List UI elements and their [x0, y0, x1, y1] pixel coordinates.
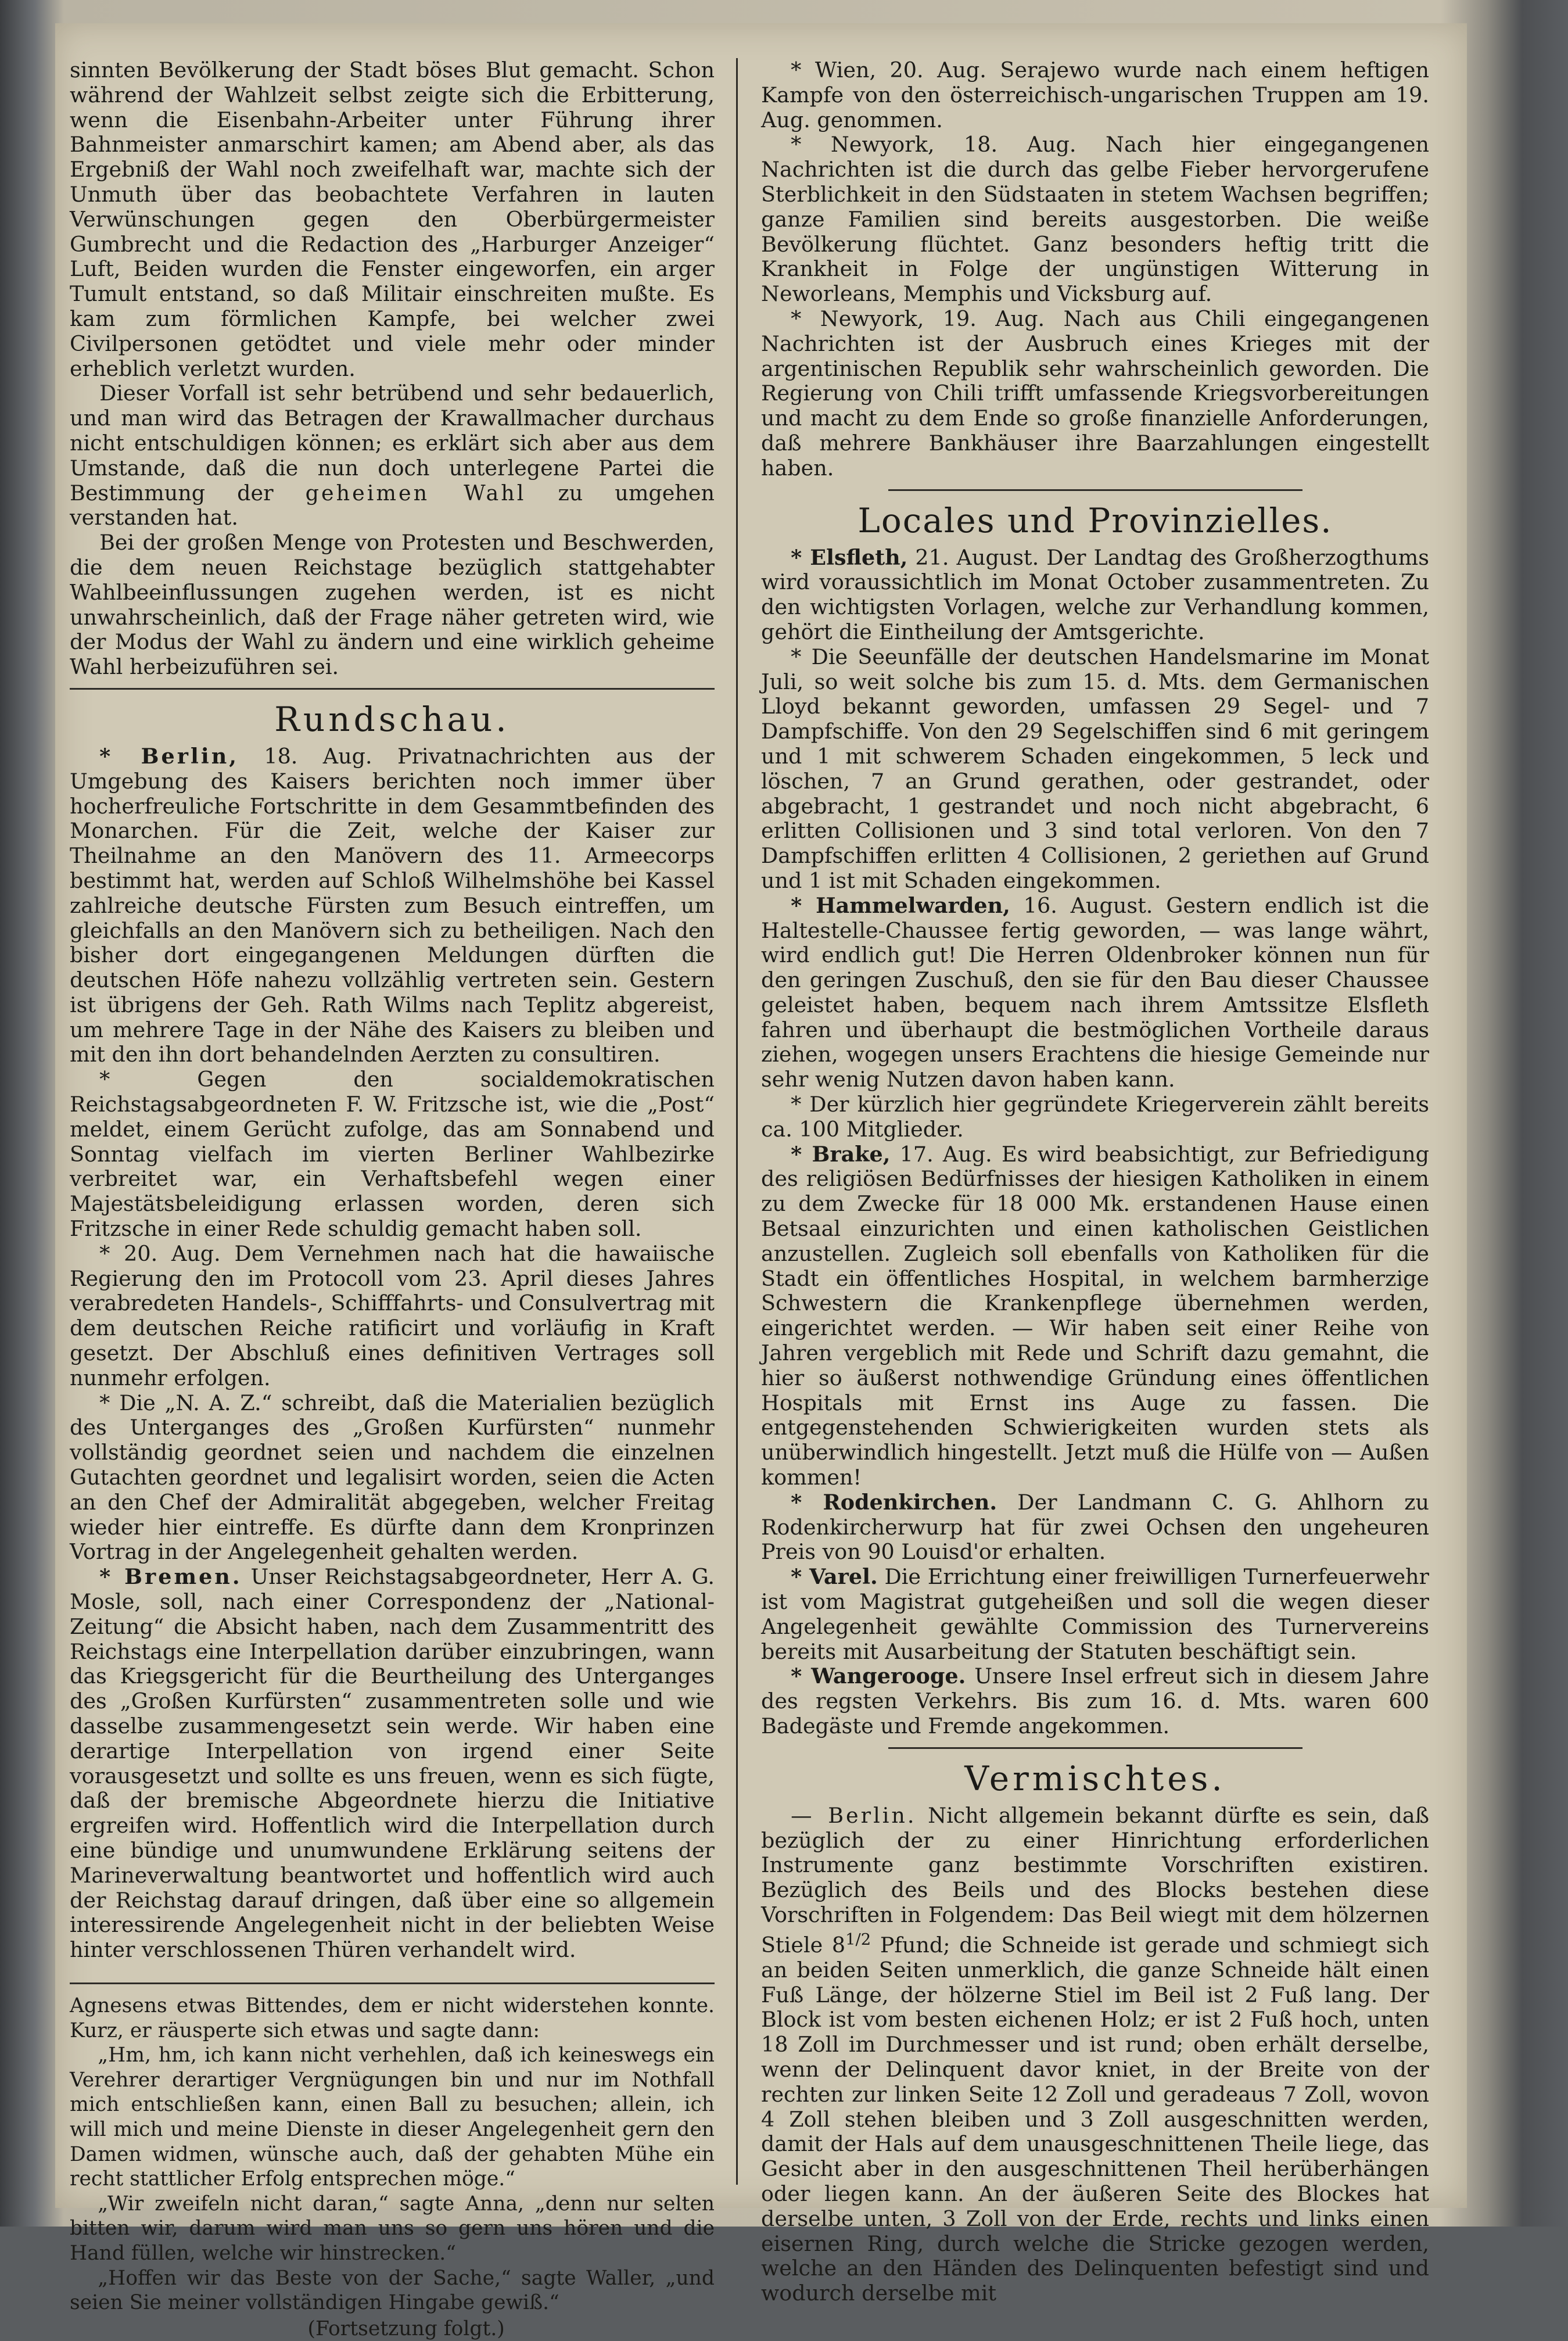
news-item	[761, 1804, 1429, 2306]
news-item	[761, 894, 1429, 1092]
feuilleton-paragraph: „Hoffen wir das Beste von der Sache,“ sagte Waller, „und seien Sie meiner vollständigen Hingabe gewiß.“	[70, 2266, 715, 2315]
emphasized-text: geheimen Wahl	[305, 480, 526, 506]
dateline-place: * Varel.	[791, 1564, 878, 1590]
newspaper-page	[55, 23, 1467, 2340]
news-item: * Newyork, 19. Aug. Nach aus Chili eingegangenen Nachrichten ist der Ausbruch eines Krieges mit der argentinischen Republik sehr wahrscheinlich geworden. Die Regierung von Chili trifft umfassende Kriegsvorbereitungen und macht zu dem Ende so große finanzielle Anforderungen, daß mehrere Bankhäuser ihre Baarzahlungen eingestellt haben.	[761, 306, 1429, 481]
news-item	[761, 1490, 1429, 1565]
news-item: * Der kürzlich hier gegründete Kriegerverein zählt bereits ca. 100 Mitglieder.	[761, 1092, 1429, 1142]
dateline-place: * Elsfleth,	[791, 544, 908, 570]
section-rule	[70, 688, 715, 690]
news-text: Unsere Insel erfreut sich in diesem Jahre des regsten Verkehrs. Bis zum 16. d. Mts. waren 600 Badegäste und Fremde angekommen.	[761, 1664, 1430, 1738]
article-text: zu umgehen verstanden hat.	[70, 480, 715, 530]
news-item: * Die „N. A. Z.“ schreibt, daß die Materialien bezüglich des Unterganges des „Großen Kurfürsten“ nunmehr vollständig geordnet seien und nachdem die einzelnen Gutachten geordnet und legalisirt worden, seien die Acten an den Chef der Admiralität abgegeben, welcher Freitag wieder hier eintreffe. Es dürfte dann dem Kronprinzen Vortrag in der Angelegenheit gehalten werden.	[70, 1390, 715, 1565]
news-item: * 20. Aug. Dem Vernehmen nach hat die hawaiische Regierung den im Protocoll vom 23. April dieses Jahres verabredeten Handels-, Schifffahrts- und Consulvertrag mit dem deutschen Reiche ratificirt und vorläufig in Kraft gesetzt. Der Abschluß eines definitiven Vertrages soll nunmehr erfolgen.	[70, 1241, 715, 1390]
news-text: Der Landmann C. G. Ahlhorn zu Rodenkircherwurp hat für zwei Ochsen den ungeheuren Preis von 90 Louisd'or erhalten.	[761, 1489, 1429, 1565]
news-item	[70, 744, 715, 1067]
left-column	[70, 58, 715, 2341]
section-heading-vermischtes: Vermischtes.	[964, 1758, 1226, 1798]
news-item: * Newyork, 18. Aug. Nach hier eingegangenen Nachrichten ist die durch das gelbe Fieber hervorgerufene Sterblichkeit in den Südstaaten in stetem Wachsen begriffen; ganze Familien sind bereits ausgestorben. Die weiße Bevölkerung flüchtet. Ganz besonders heftig tritt die Krankheit in Folge der ungünstigen Witterung in Neworleans, Memphis und Vicksburg auf.	[761, 132, 1429, 307]
feuilleton-paragraph: „Wir zweifeln nicht daran,“ sagte Anna, „denn nur selten bitten wir, darum wird man uns so gern uns hören und die Hand füllen, welche wir hinstrecken.“	[70, 2192, 715, 2265]
fraction-text: 1/2	[845, 1930, 871, 1949]
news-text: 17. Aug. Es wird beabsichtigt, zur Befriedigung des religiösen Bedürfnisses der hiesigen Katholiken in einem zu dem Zwecke für 18 000 Mk. erstandenen Hause einen Betsaal einzurichten und einen katholischen Geistlichen anzustellen. Zugleich soll ebenfalls von Katholiken für die Stadt ein öffentliches Hospital, in welchem barmherzige Schwestern die Krankenpflege übernehmen werden, eingerichtet werden. — Wir haben seit einer Reihe von Jahren vergeblich mit Rede und Schrift dazu gemahnt, die hier so äußerst nothwendige Gründung eines öffentlichen Hospitals mit Ernst ins Auge zu fassen. Die entgegenstehenden Schwierigkeiten wurden stets als unüberwindlich hingestellt. Jetzt muß die Hülfe von — Außen kommen!	[761, 1141, 1429, 1490]
article-text: Dieser Vorfall ist sehr betrübend und sehr bedauerlich, und man wird das Betragen der Krawallmacher durchaus nicht entschuldigen können; es erklärt sich aber aus dem Umstande, daß die nun doch unterlegene Partei die Bestimmung der	[70, 381, 715, 506]
news-item: * Wien, 20. Aug. Serajewo wurde nach einem heftigen Kampfe von den österreichisch-ungarischen Truppen am 19. Aug. genommen.	[761, 58, 1429, 132]
feuilleton-paragraph: Agnesens etwas Bittendes, dem er nicht widerstehen konnte. Kurz, er räusperte sich etwas und sagte dann:	[70, 1994, 715, 2042]
dateline-place: * Bremen.	[99, 1564, 242, 1590]
article-paragraph	[70, 381, 715, 530]
news-text: Unser Reichstagsabgeordneter, Herr A. G. Mosle, soll, nach einer Correspondenz der „National-Zeitung“ die Absicht haben, nach dem Zusammentritt des Reichstags eine Interpellation darüber einzubringen, wann das Kriegsgericht für die Beurtheilung des Unterganges des „Großen Kurfürsten“ zusammentreten solle und wie dasselbe zusammengesetzt sein werde. Wir haben eine derartige Interpellation von irgend einer Seite vorausgesetzt und sollte es uns freuen, wenn es sich fügte, daß der bremische Abgeordnete hierzu die Initiative ergreifen wird. Hoffentlich wird die Interpellation durch eine bündige und unumwundene Erklärung seitens der Marineverwaltung beantwortet und hoffentlich wird auch der Reichstag darauf dringen, daß über eine so allgemein interessirende Angelegenheit nicht in der beliebten Weise hinter verschlossenen Thüren verhandelt wird.	[70, 1564, 715, 1963]
section-heading-rundschau: Rundschau.	[274, 699, 510, 739]
news-text: Pfund; die Schneide ist gerade und schmiegt sich an beiden Seiten unmerklich, die ganze Schneide hält einen Fuß Länge, der hölzerne Stiel im Beil ist 2 Fuß lang. Der Block ist vom besten eichenen Holz; er ist 2 Fuß hoch, unten 18 Zoll im Durchmesser und ist rund; oben erhält derselbe, wenn der Delinquent davor kniet, in der Breite von der rechten zur linken Seite 12 Zoll und geradeaus 7 Zoll, wovon 4 Zoll stehen bleiben und 3 Zoll ausgeschnitten werden, damit der Hals auf dem unausgeschnittenen Theile liege, das Gesicht aber in den ausgeschnittenen Theil herüberhängen oder liegen kann. An der äußeren Seite des Blockes hat derselbe unten, 3 Zoll von der Erde, rechts und links einen eisernen Ring, durch welche die Stricke gezogen werden, welche an den Händen des Delinquenten befestigt sind und wodurch derselbe mit	[761, 1932, 1430, 2306]
news-text: Nicht allgemein bekannt dürfte es sein, daß bezüglich der zu einer Hinrichtung erforderlichen Instrumente ganz bestimmte Vorschriften existiren. Bezüglich des Beils und des Blocks bestehen diese Vorschriften in Folgendem: Das Beil wiegt mit dem hölzernen Stiele 8	[761, 1802, 1430, 1958]
news-item: * Gegen den socialdemokratischen Reichstagsabgeordneten F. W. Fritzsche ist, wie die „Post“ meldet, einem Gerücht zufolge, das am Sonnabend und Sonntag vielfach im vierten Berliner Wahlbezirke verbreitet war, ein Verhaftsbefehl wegen einer Majestätsbeleidigung erlassen worden, deren sich Fritzsche in einer Rede schuldig gemacht haben soll.	[70, 1067, 715, 1242]
dateline-place: * Wangerooge.	[791, 1664, 966, 1689]
feuilleton-section	[70, 1994, 715, 2341]
news-item	[70, 1565, 715, 1963]
news-item	[761, 1565, 1429, 1664]
section-heading-locales: Locales und Provinzielles.	[857, 500, 1333, 540]
news-item	[761, 1142, 1429, 1490]
right-column	[761, 58, 1429, 2306]
dateline-place: — Berlin.	[791, 1802, 917, 1828]
news-item	[761, 1664, 1429, 1738]
news-item	[761, 546, 1429, 645]
feuilleton-rule	[70, 1982, 715, 1984]
section-rule	[888, 1747, 1303, 1749]
dateline-place: * Rodenkirchen.	[791, 1489, 998, 1515]
news-item: * Die Seeunfälle der deutschen Handelsmarine im Monat Juli, so weit solche bis zum 15. d. Mts. dem Germanischen Lloyd bekannt geworden, umfassen 29 Segel- und 7 Dampfschiffe. Von den 29 Segelschiffen sind 6 mit geringem und 1 mit schwerem Schaden eingekommen, 5 leck und löschen, 7 an Grund gerathen, oder gestrandet, oder abgebracht, 1 gestrandet und noch nicht abgebracht, 6 erlitten Collisionen und 3 sind total verloren. Von den 7 Dampfschiffen erlitten 4 Collisionen, 2 geriethen auf Grund und 1 ist mit Schaden eingekommen.	[761, 644, 1429, 893]
dateline-place: * Berlin,	[99, 743, 239, 769]
article-paragraph: Bei der großen Menge von Protesten und Beschwerden, die dem neuen Reichstage bezüglich stattgehabter Wahlbeeinflussungen zugehen werden, ist es nicht unwahrscheinlich, daß der Frage näher getreten wird, wie der Modus der Wahl zu ändern und eine wirklich geheime Wahl herbeizuführen sei.	[70, 530, 715, 680]
column-divider	[736, 58, 738, 2185]
continuation-note: (Fortsetzung folgt.)	[307, 2317, 505, 2340]
news-text: Die Errichtung einer freiwilligen Turnerfeuerwehr ist vom Magistrat gutgeheißen und soll die wegen dieser Angelegenheit gewählte Commission des Turnervereins bereits mit Ausarbeitung der Statuten beschäftigt sein.	[761, 1564, 1429, 1664]
news-text: 18. Aug. Privatnachrichten aus der Umgebung des Kaisers berichten noch immer über hocherfreuliche Fortschritte in dem Gesammtbefinden des Monarchen. Für die Zeit, welche der Kaiser zur Theilnahme an den Manövern des 11. Armeecorps bestimmt hat, werden auf Schloß Wilhelmshöhe bei Kassel zahlreiche deutsche Fürsten zum Besuch eintreffen, um gleichfalls an den Manövern sich zu betheiligen. Nach den bisher dort eingegangenen Meldungen dürften die deutschen Höfe nahezu vollzählig vertreten sein. Gestern ist übrigens der Geh. Rath Wilms nach Teplitz abgereist, um mehrere Tage in der Nähe des Kaisers zu bleiben und mit den ihn dort behandelnden Aerzten zu consultiren.	[70, 743, 715, 1067]
news-text: 21. August. Der Landtag des Großherzogthums wird voraussichtlich im Monat October zusammentreten. Zu den wichtigsten Vorlagen, welche zur Verhandlung kommen, gehört die Eintheilung der Amtsgerichte.	[761, 544, 1429, 644]
dateline-place: * Hammelwarden,	[791, 892, 1010, 918]
feuilleton-paragraph: „Hm, hm, ich kann nicht verhehlen, daß ich keineswegs ein Verehrer derartiger Vergnügungen bin und nur im Nothfall mich entschließen kann, einen Ball zu besuchen; allein, ich will mich und meine Dienste in dieser Angelegenheit gern den Damen widmen, wünsche auch, daß der gehabten Mühe ein recht stattlicher Erfolg entsprechen möge.“	[70, 2044, 715, 2191]
news-text: 16. August. Gestern endlich ist die Haltestelle-Chaussee fertig geworden, — was lange währt, wird endlich gut! Die Herren Oldenbroker können nun für den geringen Zuschuß, den sie für den Bau dieser Chaussee geleistet haben, bequem nach ihrem Amtssitze Elsfleth fahren und überhaupt die bestmöglichen Vortheile daraus ziehen, wogegen unsers Erachtens die hiesige Gemeinde nur sehr wenig Nutzen davon haben kann.	[761, 892, 1429, 1092]
dateline-place: * Brake,	[791, 1141, 891, 1167]
section-rule	[888, 489, 1303, 491]
article-paragraph: sinnten Bevölkerung der Stadt böses Blut gemacht. Schon während der Wahlzeit selbst zeigte sich die Erbitterung, wenn die Eisenbahn-Arbeiter unter Führung ihrer Bahnmeister anmarschirt kamen; am Abend aber, als das Ergebniß der Wahl noch zweifelhaft war, machte sich der Unmuth über das beobachtete Verfahren in lauten Verwünschungen gegen den Oberbürgermeister Gumbrecht und die Redaction des „Harburger Anzeiger“ Luft, Beiden wurden die Fenster eingeworfen, ein arger Tumult entstand, so daß Militair einschreiten mußte. Es kam zum förmlichen Kampfe, bei welcher zwei Civilpersonen getödtet und viele mehr oder minder erheblich verletzt wurden.	[70, 58, 715, 381]
